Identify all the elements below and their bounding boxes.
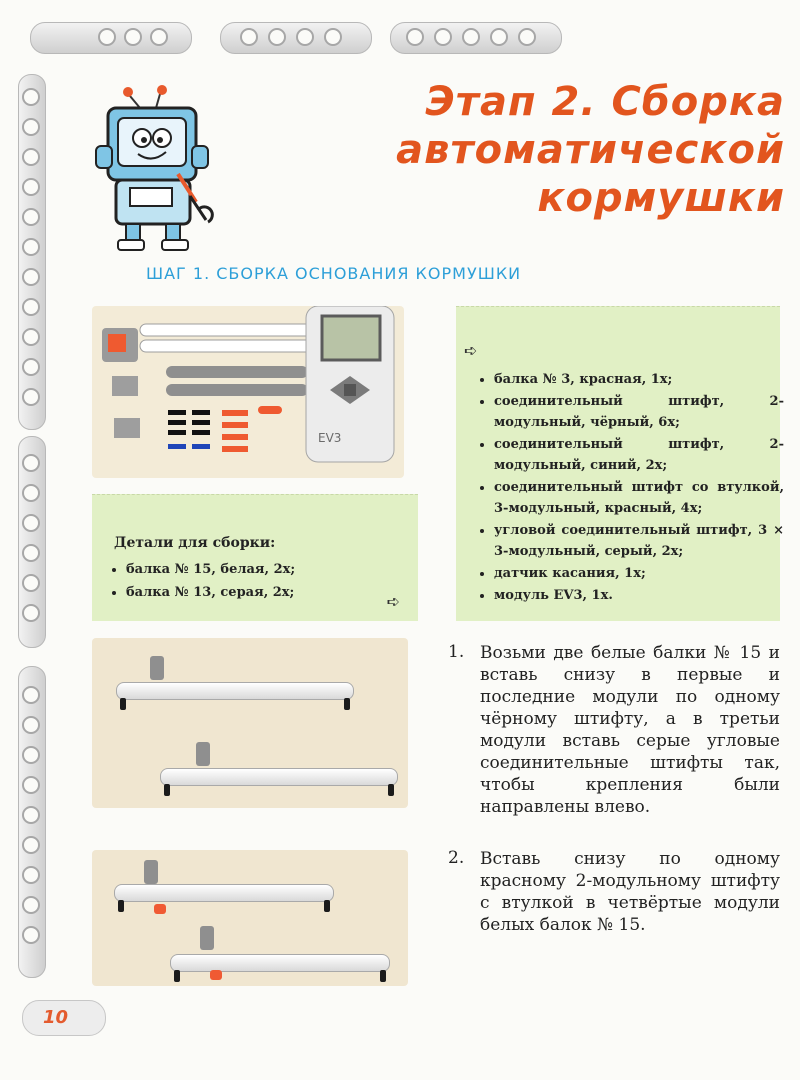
decorative-beam-frame-left <box>18 26 42 1026</box>
robot-mascot-illustration <box>88 78 220 256</box>
parts-list-card <box>456 306 784 621</box>
parts-photo <box>92 306 404 478</box>
ev3-label: EV3 <box>318 431 342 445</box>
list-item: • соединительный штифт, 2-модульный, синий, 2х; <box>494 434 784 476</box>
parts-list-left <box>110 559 412 605</box>
continue-arrow-icon: ➪ <box>386 592 400 611</box>
continue-arrow-icon: ➪ <box>464 341 478 360</box>
list-item: • балка № 13, серая, 2х; <box>126 582 412 604</box>
details-card <box>92 494 418 621</box>
stage-title-line-1: Этап 2. Сборка <box>425 79 785 125</box>
instruction-text: Возьми две белые балки № 15 и вставь снизу в первые и последние модули по одному чёрному штифту, а в третьи модули вставь серые угловые соединительные штифты так, чтобы крепления были направлены влево. <box>480 643 780 817</box>
stage-title <box>240 78 785 222</box>
decorative-beam-frame-top <box>30 22 560 56</box>
parts-layout-illustration <box>92 306 404 478</box>
step-heading: ШАГ 1. СБОРКА ОСНОВАНИЯ КОРМУШКИ <box>146 264 522 283</box>
parts-title: Детали для сборки: <box>114 535 276 551</box>
list-item: • соединительный штифт со втулкой, 3-модульный, красный, 4х; <box>494 477 784 519</box>
assembly-photo-step-1 <box>92 638 408 808</box>
list-item: • датчик касания, 1х; <box>494 563 784 584</box>
parts-list-right <box>478 369 784 607</box>
assembly-photo-step-2 <box>92 850 408 986</box>
list-item: • балка № 15, белая, 2х; <box>126 559 412 581</box>
instruction-text: Вставь снизу по одному красному 2-модульному штифту с втулкой в четвёртые модули белых балок № 15. <box>480 849 780 935</box>
stage-title-line-2: автоматической кормушки <box>396 127 785 221</box>
list-item: • соединительный штифт, 2-модульный, чёрный, 6х; <box>494 391 784 433</box>
list-item: • балка № 3, красная, 1х; <box>494 369 784 390</box>
instruction-number: 1. <box>448 642 465 662</box>
list-item: • модуль EV3, 1х. <box>494 585 784 606</box>
list-item: • угловой соединительный штифт, 3 × 3-модульный, серый, 2х; <box>494 520 784 562</box>
instruction-number: 2. <box>448 848 465 868</box>
page-number: 10 <box>22 1000 106 1036</box>
